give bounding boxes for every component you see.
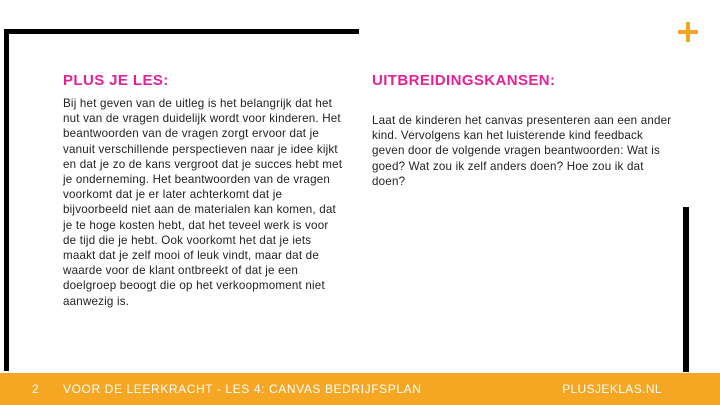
left-heading: PLUS JE LES:: [63, 72, 169, 89]
frame-right-bar: [683, 207, 689, 372]
left-body-text: Bij het geven van de uitleg is het belangrijk dat het nut van de vragen duidelijk wordt voor kinderen. Het beantwoorden van de vragen zorgt ervoor dat je vanuit verschillende perspectieven naar je idee kijkt en dat je zo de kans vergroot dat je succes hebt met je onderneming. Het beantwoorden van de vragen voorkomt dat je er later achterkomt dat je bijvoorbeeld niet aan de materialen kan komen, dat je te hoge kosten hebt, dat het teveel werk is voor de tijd die je hebt. Ook voorkomt het dat je iets maakt dat je zelf mooi of leuk vindt, maar dat de waarde voor de klant ontbreekt of dat je een doelgroep beoogt die op het verkoopmoment niet aanwezig is.: [63, 97, 343, 308]
right-body-text: Laat de kinderen het canvas presenteren aan een ander kind. Vervolgens kan het luisterende kind feedback geven door de volgende vragen beantwoorden: Wat is goed? Wat zou ik zelf anders doen? Hoe zou ik dat doen?: [372, 114, 672, 188]
right-heading: UITBREIDINGSKANSEN:: [372, 72, 556, 89]
footer-bar: [0, 373, 720, 405]
footer-site-link[interactable]: PLUSJEKLAS.NL: [562, 382, 662, 396]
footer-title: VOOR DE LEERKRACHT - LES 4: CANVAS BEDRIJFSPLAN: [63, 382, 422, 396]
page-number: 2: [32, 382, 39, 396]
frame-left-bar: [4, 29, 9, 371]
frame-top-bar: [4, 29, 359, 34]
plus-icon: [678, 22, 698, 42]
